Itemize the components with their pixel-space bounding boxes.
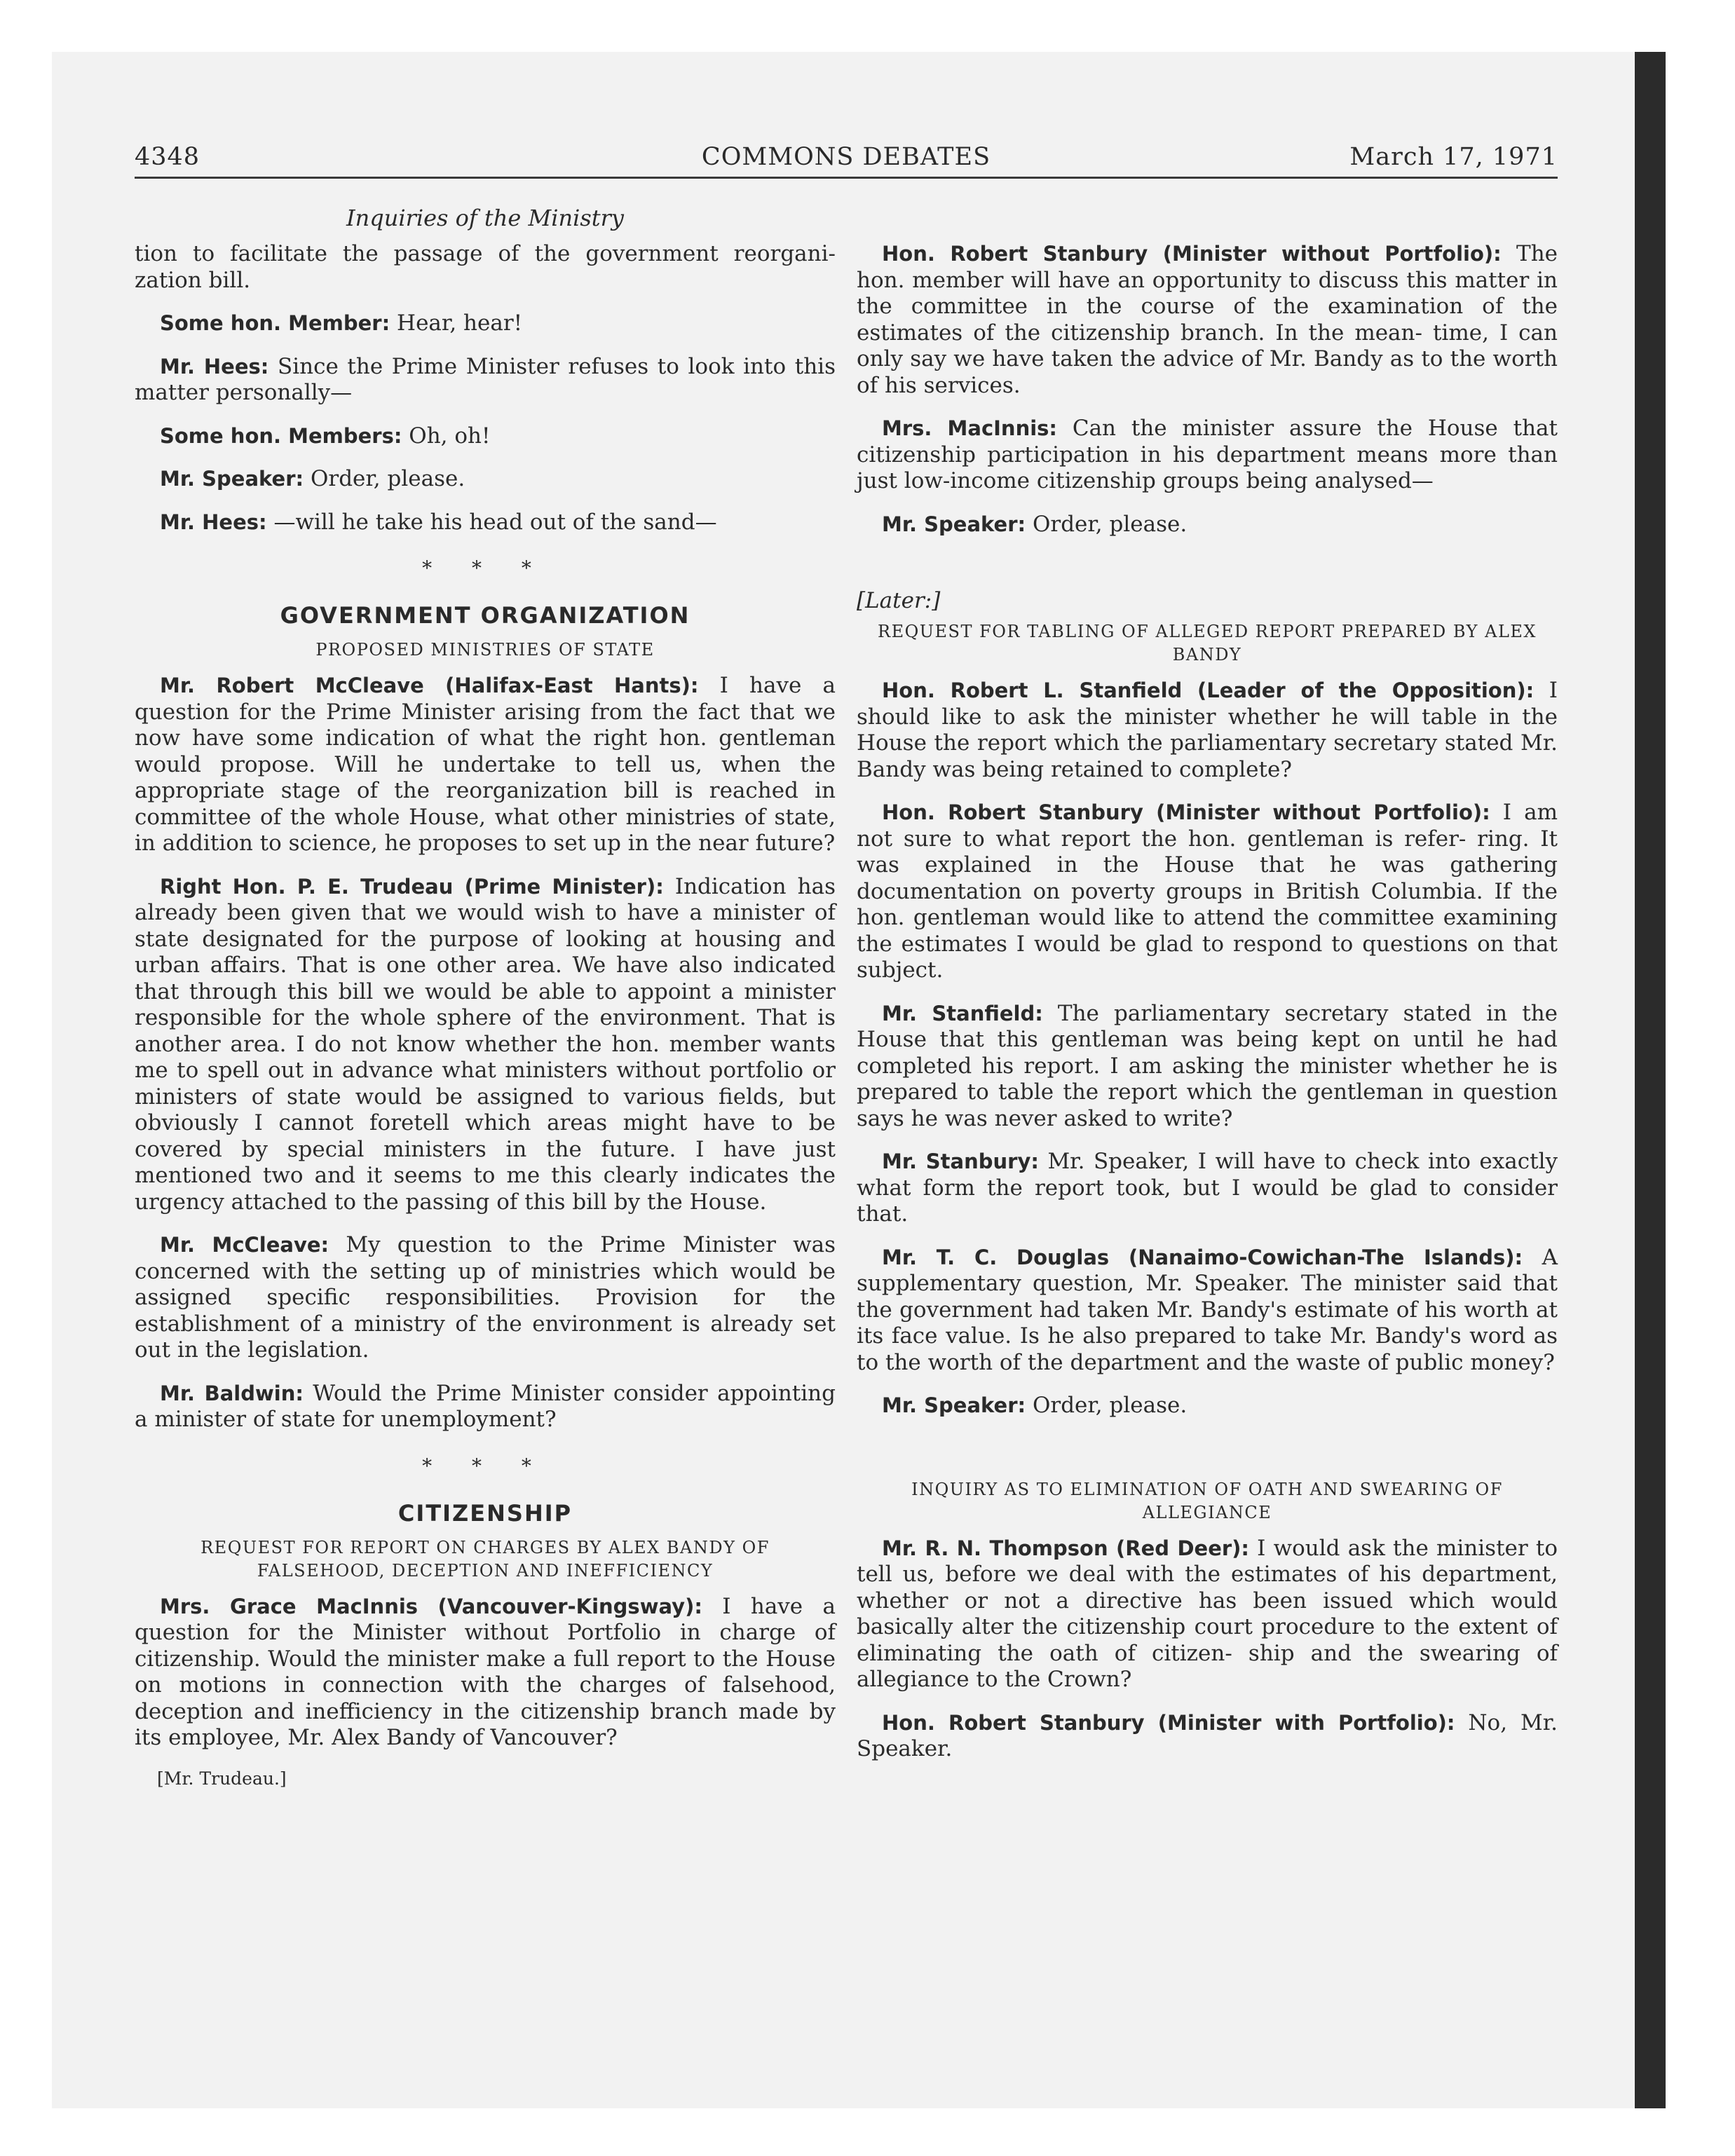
speech-text: I would ask the minister to tell us, before we deal with the estimates of his department, whether or not a directive has been issued which would basically alter the citizenship court procedure to the extent of eliminating the oath of citizen- ship and the swearing of allegiance to the Crown? — [857, 1535, 1558, 1692]
speech-text: My question to the Prime Minister was concerned with the setting up of ministries which would be assigned specific responsibilities. Provision for the establishment of a ministry of the environment is already set out in the legislation. — [135, 1232, 836, 1363]
speaker-name: Mr. Hees: — [160, 354, 269, 378]
subsection-heading: REQUEST FOR REPORT ON CHARGES BY ALEX BANDY OF FALSEHOOD, DECEPTION AND INEFFICIENCY — [200, 1537, 770, 1581]
speaker-name: Hon. Robert L. Stanfield (Leader of the Opposition): — [882, 678, 1535, 702]
speech-paragraph — [135, 1594, 836, 1752]
speech-text: I am not sure to what report the hon. gentleman is refer- ring. It was explained in the House that he was gathering documentation on poverty groups in British Columbia. If the hon. gentleman would like to attend the committee examining the estimates I would be glad to respond to questions on that subject. — [857, 800, 1558, 983]
speaker-name: Mr. Stanbury: — [882, 1149, 1039, 1173]
speaker-name: Hon. Robert Stanbury (Minister without Portfolio): — [882, 242, 1502, 266]
page-header — [135, 143, 1558, 178]
speech-text: Order, please. — [1026, 1393, 1188, 1418]
speech-paragraph — [857, 1149, 1558, 1228]
paragraph-continued: tion to facilitate the passage of the government reorgani- zation bill. — [135, 241, 836, 293]
speaker-name: Mr. Speaker: — [160, 467, 304, 491]
speech-text: Since the Prime Minister refuses to look into this matter personally— — [135, 353, 836, 405]
speech-text: Can the minister assure the House that citizenship participation in his department means more than just low-income citizenship groups being analysed— — [857, 416, 1558, 493]
speech-paragraph — [857, 1245, 1558, 1377]
subsection-heading: INQUIRY AS TO ELIMINATION OF OATH AND SWEARING OF ALLEGIANCE — [911, 1479, 1503, 1522]
speech-paragraph — [135, 354, 836, 407]
speaker-name: Mr. Stanfield: — [882, 1001, 1043, 1025]
section-heading: GOVERNMENT ORGANIZATION — [280, 602, 690, 629]
speaker-name: Some hon. Members: — [160, 423, 402, 448]
speech-paragraph — [857, 1001, 1558, 1133]
speaker-name: Mr. Robert McCleave (Halifax-East Hants): — [160, 674, 699, 697]
speech-text: I should like to ask the minister whether he will table in the House the report which the parliamentary secretary stated Mr. Bandy was being retained to complete? — [857, 678, 1558, 782]
speech-text: I have a question for the Minister without Portfolio in charge of citizenship. Would the minister make a full report to the House on motions in connection with the charges of falsehood, deception and inefficiency in the citizenship branch made by its employee, Mr. Alex Bandy of Vancouver? — [135, 1593, 836, 1750]
running-head: Inquiries of the Ministry — [346, 205, 624, 231]
speech-text: The parliamentary secretary stated in the House that this gentleman was being kept on until he had completed his report. I am asking the minister whether he is prepared to table the report which the gentleman in question says he was never asked to write? — [857, 1000, 1558, 1131]
speech-paragraph — [135, 1232, 836, 1364]
speaker-name: Mr. Speaker: — [882, 1393, 1026, 1417]
speech-paragraph — [857, 678, 1558, 783]
speaker-name: Mr. Baldwin: — [160, 1381, 304, 1405]
publication-title: COMMONS DEBATES — [701, 143, 991, 171]
speech-paragraph — [135, 1381, 836, 1433]
speech-text: Order, please. — [304, 466, 465, 491]
speech-paragraph — [857, 800, 1558, 984]
speech-paragraph — [135, 673, 836, 857]
speech-paragraph — [135, 311, 836, 337]
binding-edge — [1635, 52, 1666, 2108]
later-marker: [Later:] — [857, 588, 941, 613]
speaker-name: Mrs. Grace MacInnis (Vancouver-Kingsway): — [160, 1594, 702, 1618]
speaker-name: Mr. Hees: — [160, 510, 267, 534]
speaker-name: Mr. R. N. Thompson (Red Deer): — [882, 1536, 1250, 1560]
speech-text: Order, please. — [1026, 511, 1188, 537]
subsection-heading: PROPOSED MINISTRIES OF STATE — [315, 640, 655, 660]
speaker-name: Mrs. MacInnis: — [882, 416, 1058, 440]
speech-text: The hon. member will have an opportunity to discuss this matter in the committee in the course of the examination of the estimates of the citizenship branch. In the mean- time, I can only say we have taken the advice of Mr. Bandy as to the worth of his services. — [857, 241, 1558, 398]
speaker-name: Right Hon. P. E. Trudeau (Prime Minister): — [160, 874, 664, 899]
speech-paragraph — [857, 416, 1558, 495]
subsection-heading: REQUEST FOR TABLING OF ALLEGED REPORT PREPARED BY ALEX BANDY — [878, 622, 1537, 664]
speaker-name: Mr. McCleave: — [160, 1233, 329, 1257]
speech-text: Mr. Speaker, I will have to check into exactly what form the report took, but I would be glad to consider that. — [857, 1149, 1558, 1227]
speaker-name: Some hon. Member: — [160, 311, 390, 335]
speech-paragraph — [135, 874, 836, 1216]
speech-paragraph — [857, 1536, 1558, 1693]
speech-text: A supplementary question, Mr. Speaker. The minister said that the government had taken Mr. Bandy's estimate of his worth at its face value. Is he also prepared to take Mr. Bandy's word as to the worth of the department and the waste of public money? — [857, 1244, 1558, 1375]
section-separator: * * * — [422, 1454, 548, 1478]
speech-text: Indication has already been given that we would wish to have a minister of state designated for the purpose of looking at housing and urban affairs. That is one other area. We have also indicated that through this bill we would be able to appoint a minister responsible for the whole sphere of the environment. That is another area. I do not know whether the hon. member wants me to spell out in advance what ministers without portfolio or ministers of state would be assigned to various fields, but obviously I cannot foretell which areas might have to be covered by special ministers in the future. I have just mentioned two and it seems to me this clearly indicates the urgency attached to the passing of this bill by the House. — [135, 873, 836, 1215]
speaker-name: Mr. Speaker: — [882, 512, 1026, 536]
header-rule — [135, 177, 1558, 179]
speech-paragraph — [135, 423, 836, 450]
speech-paragraph — [857, 1393, 1558, 1419]
page-number: 4348 — [135, 143, 200, 171]
speech-paragraph — [857, 1710, 1558, 1763]
left-column — [135, 205, 836, 1789]
speech-paragraph — [857, 241, 1558, 399]
speech-paragraph — [135, 510, 836, 536]
speaker-name: Mr. T. C. Douglas (Nanaimo-Cowichan-The Islands): — [882, 1245, 1523, 1269]
speaker-name: Hon. Robert Stanbury (Minister with Portfolio): — [882, 1710, 1455, 1735]
speech-text: —will he take his head out of the sand— — [266, 509, 717, 535]
speech-text: No, Mr. Speaker. — [857, 1710, 1558, 1761]
right-column — [857, 205, 1558, 1780]
speech-text: Oh, oh! — [402, 423, 491, 449]
speech-paragraph — [135, 466, 836, 493]
section-separator: * * * — [422, 557, 548, 580]
section-heading: CITIZENSHIP — [397, 1499, 573, 1527]
page-footnote: [Mr. Trudeau.] — [157, 1768, 287, 1789]
publication-date: March 17, 1971 — [1349, 143, 1558, 171]
speech-text: I have a question for the Prime Minister arising from the fact that we now have some indication of what the right hon. gentleman would propose. Will he undertake to tell us, when the appropriate stage of the reorganization bill is reached in committee of the whole House, what other ministries of state, in addition to science, he proposes to set up in the near future? — [135, 673, 836, 856]
speech-text: Would the Prime Minister consider appointing a minister of state for unemployment? — [135, 1380, 836, 1432]
speech-paragraph — [857, 512, 1558, 538]
speech-text: Hear, hear! — [390, 311, 523, 336]
speaker-name: Hon. Robert Stanbury (Minister without Portfolio): — [882, 800, 1490, 824]
